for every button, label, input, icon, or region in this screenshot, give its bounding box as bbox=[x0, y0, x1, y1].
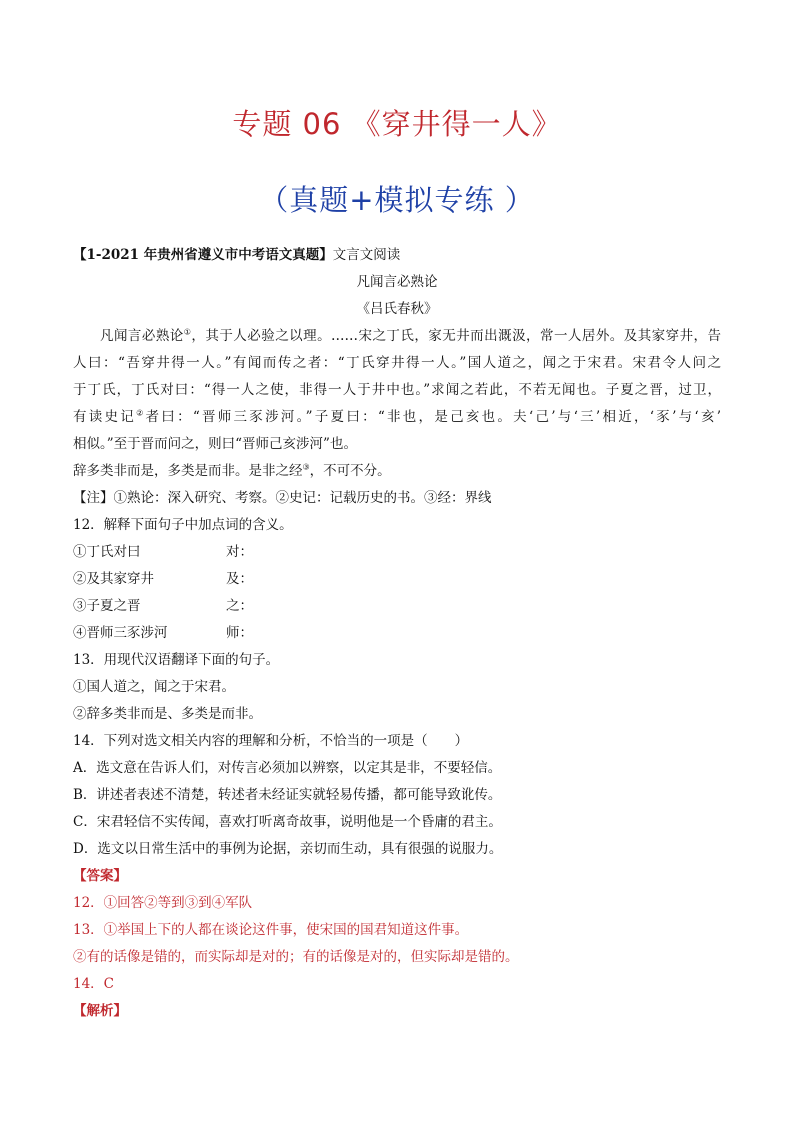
answer-line: ②有的话像是错的，而实际却是对的；有的话像是对的，但实际却是错的。 bbox=[73, 949, 519, 965]
question-option-d: D．选文以日常生活中的事例为论据，亲切而生动，具有很强的说服力。 bbox=[73, 841, 503, 857]
question-phrase: ④晋师三豕涉河 bbox=[73, 625, 168, 641]
question-item: ①国人道之，闻之于宋君。 bbox=[73, 679, 235, 695]
source-prefix: 【1-2021 年贵州省遵义市中考语文真题】 bbox=[73, 247, 333, 263]
page-title: 专题 06 《穿井得一人》 bbox=[232, 107, 562, 141]
answer-heading: 【答案】 bbox=[73, 868, 127, 884]
question-phrase: ③子夏之晋 bbox=[73, 598, 141, 614]
document-body bbox=[73, 242, 721, 1025]
passage-line: 相似。”至于晋而问之，则曰“晋师己亥涉河”也。 bbox=[73, 436, 357, 452]
question-12 bbox=[73, 512, 721, 647]
answer-line: 12．①回答②等到③到④军队 bbox=[73, 895, 253, 911]
passage bbox=[73, 323, 721, 512]
passage-line: 有读史记②者曰：“晋师三豕涉河。”子夏曰：“非也，是己亥也。夫‘己’与‘三’相近，‘豕’与‘亥’ bbox=[73, 408, 722, 425]
question-stem: 14．下列对选文相关内容的理解和分析，不恰当的一项是（ ） bbox=[73, 733, 469, 749]
source-line bbox=[73, 242, 721, 269]
text-title: 凡闻言必熟论 bbox=[356, 274, 438, 290]
question-stem: 12．解释下面句子中加点词的含义。 bbox=[73, 517, 293, 533]
text-source: 《吕氏春秋》 bbox=[356, 301, 438, 317]
source-suffix: 文言文阅读 bbox=[332, 247, 401, 263]
question-item bbox=[73, 593, 721, 620]
passage-line: 凡闻言必熟论①，其于人必验之以理。……宋之丁氏，家无井而出溉汲，常一人居外。及其家穿井，告 bbox=[100, 327, 722, 344]
passage-line: 人曰：“吾穿井得一人。”有闻而传之者：“丁氏穿井得一人。”国人道之，闻之于宋君。宋君令人问之 bbox=[73, 355, 721, 371]
question-item bbox=[73, 566, 721, 593]
question-word: 对： bbox=[226, 544, 253, 560]
question-13 bbox=[73, 647, 721, 728]
question-option-a: A．选文意在告诉人们，对传言必须加以辨察，以定其是非，不要轻信。 bbox=[73, 760, 502, 776]
question-item: ②辞多类非而是、多类是而非。 bbox=[73, 706, 262, 722]
question-14 bbox=[73, 728, 721, 863]
answer-line: 14．C bbox=[73, 976, 115, 992]
passage-note: 【注】①熟论：深入研究、考察。②史记：记载历史的书。③经：界线 bbox=[73, 490, 492, 506]
footnote-marker: ③ bbox=[302, 462, 310, 472]
question-phrase: ①丁氏对曰 bbox=[73, 544, 141, 560]
answers bbox=[73, 863, 721, 1025]
question-option-c: C．宋君轻信不实传闻，喜欢打听离奇故事，说明他是一个昏庸的君主。 bbox=[73, 814, 502, 830]
question-stem: 13．用现代汉语翻译下面的句子。 bbox=[73, 652, 280, 668]
analysis-heading: 【解析】 bbox=[73, 1003, 127, 1019]
question-phrase: ②及其家穿井 bbox=[73, 571, 154, 587]
question-option-b: B．讲述者表述不清楚，转述者未经证实就轻易传播，都可能导致讹传。 bbox=[73, 787, 502, 803]
question-item bbox=[73, 620, 721, 647]
question-word: 及： bbox=[226, 571, 253, 587]
question-item bbox=[73, 539, 721, 566]
footnote-marker: ② bbox=[136, 408, 146, 418]
passage-line: 辞多类非而是，多类是而非。是非之经③，不可不分。 bbox=[73, 462, 391, 479]
question-word: 之： bbox=[226, 598, 253, 614]
footnote-marker: ① bbox=[183, 327, 192, 337]
page-subtitle: （真题+模拟专练 ） bbox=[259, 183, 535, 217]
question-word: 师： bbox=[226, 625, 253, 641]
passage-line: 于丁氏，丁氏对曰：“得一人之使，非得一人于井中也。”求闻之若此，不若无闻也。子夏之晋，过卫， bbox=[73, 382, 721, 398]
answer-line: 13．①举国上下的人都在谈论这件事，使宋国的国君知道这件事。 bbox=[73, 922, 469, 938]
